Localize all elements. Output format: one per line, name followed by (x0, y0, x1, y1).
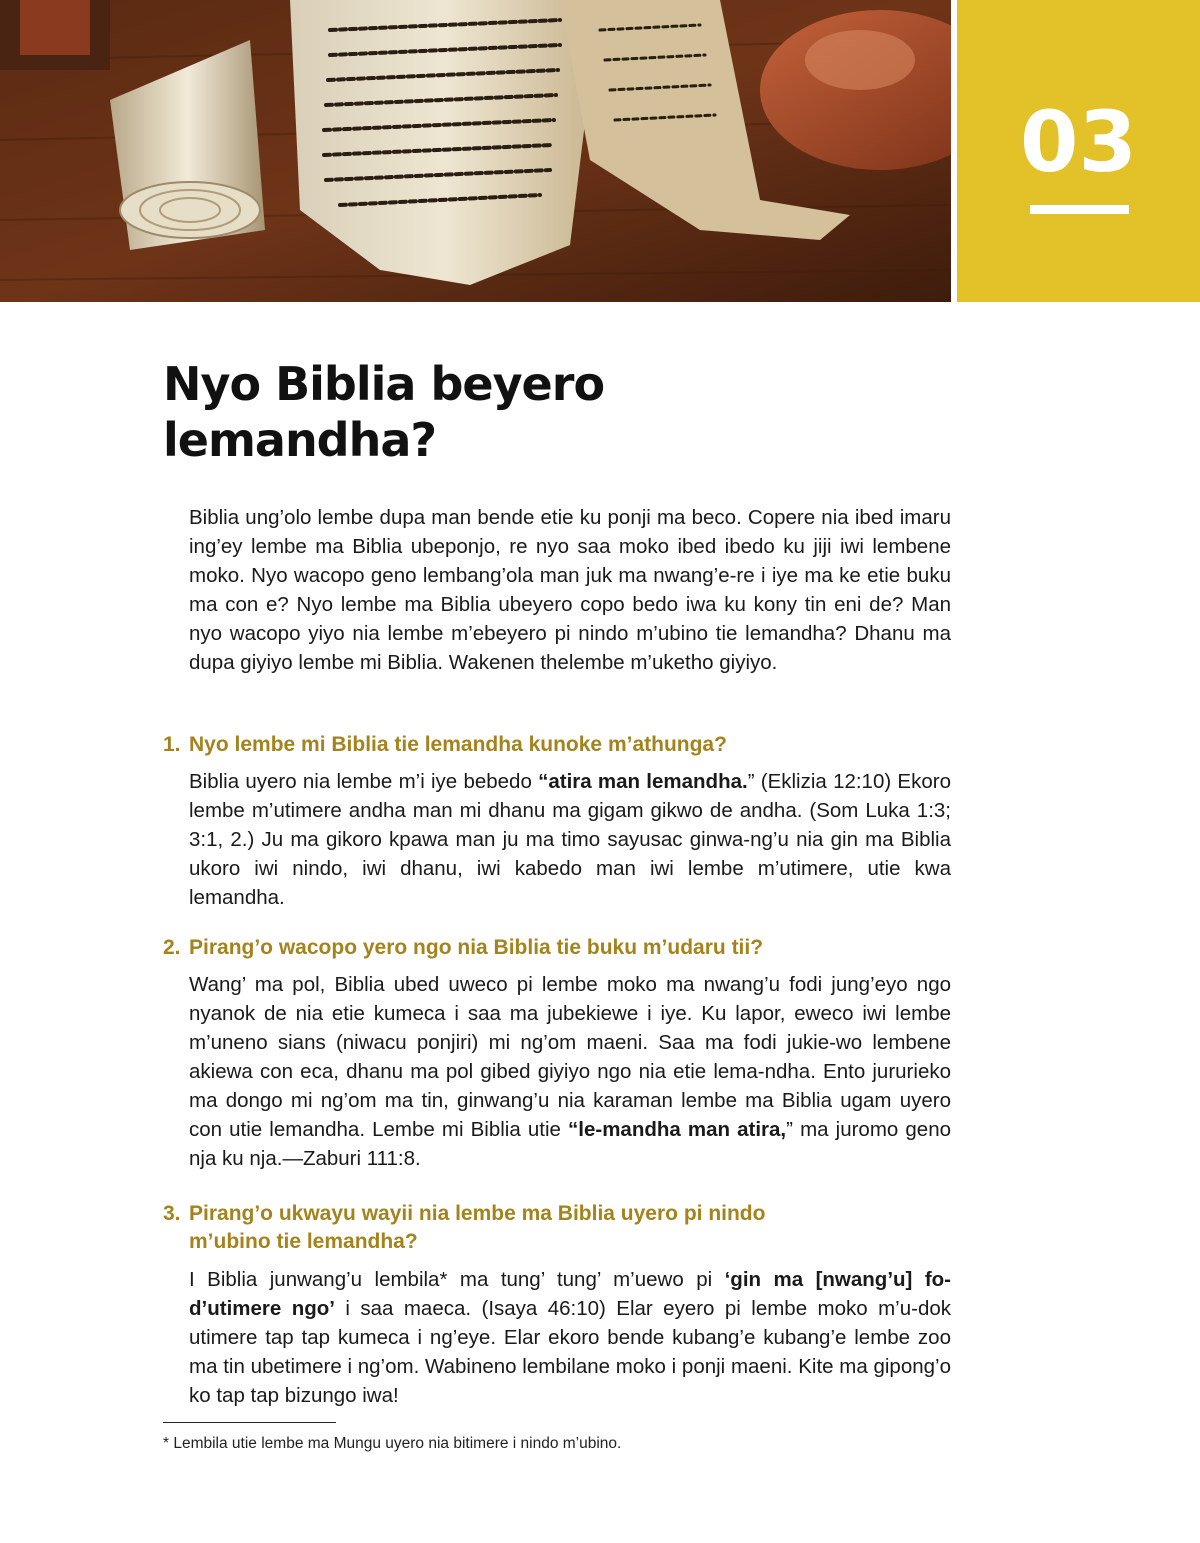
answer-2-text-a: Wang’ ma pol, Biblia ubed uweco pi lembe moko ma nwang’u fodi jung’eyo ngo nyanok de nia etie kumeca i saa ma jubekiewe i iye. Ku lapor, eweco iwi lembe m’uneno sians (niwacu ponjiri) mi ng’om maeni. Saa ma fodi jukie-wo lembene akiewa con eca, dhanu ma pol gibed giyiyo ngo nia etie lema-ndha. Ento jururieko ma dongo mi ng’om ma tin, ginwang’u nia karaman lembe ma Biblia ugam uyero con utie lemandha. Lembe mi Biblia utie (189, 973, 951, 1141)
answer-1-emphasis: “atira man lemandha. (538, 770, 748, 793)
question-1-text: Nyo lembe mi Biblia tie lemandha kunoke m’athunga? (189, 733, 727, 756)
question-2-text: Pirang’o wacopo yero ngo nia Biblia tie buku m’udaru tii? (189, 936, 764, 959)
page-title-line2: lemandha? (163, 413, 437, 467)
answer-2-emphasis: “le-mandha man atira, (568, 1118, 787, 1141)
chapter-badge (957, 0, 1200, 302)
answer-3-emphasis: ‘gin ma [nwang’u] fo-d’utimere ngo’ (189, 1268, 951, 1320)
answer-1-paragraph (189, 767, 951, 912)
answer-3-text-a: I Biblia junwang’u lembila* ma tung’ tung’ m’uewo pi (189, 1268, 725, 1291)
question-2-number: 2. (163, 936, 181, 959)
answer-2-text-b: ” ma juromo geno nja ku nja.—Zaburi 111:8. (189, 1118, 951, 1170)
question-1-number: 1. (163, 733, 181, 756)
chapter-number-underline (1030, 205, 1129, 214)
footnote-divider (163, 1422, 336, 1423)
question-3-text-line2: m’ubino tie lemandha? (189, 1230, 418, 1253)
answer-2-paragraph (189, 970, 951, 1173)
question-2 (163, 934, 963, 962)
question-3-number: 3. (163, 1202, 181, 1225)
chapter-number: 03 (1020, 93, 1137, 191)
question-3-text: Pirang’o ukwayu wayii nia lembe ma Biblia uyero pi nindo (189, 1202, 766, 1225)
answer-1-text-b: ” (Eklizia 12:10) Ekoro lembe m’utimere andha man mi dhanu ma gigam gikwo de andha. (Som Luka 1:3; 3:1, 2.) Ju ma gikoro kpawa man ju ma timo sayusac ginwa-ng’u nia gin ma Biblia ukoro iwi nindo, iwi dhanu, iwi kabedo man iwi lembe m’utimere, utie kwa lemandha. (189, 770, 951, 909)
footnote: * Lembila utie lembe ma Mungu uyero nia bitimere i nindo m’ubino. (163, 1435, 622, 1452)
page-title (163, 356, 883, 468)
page-title-line1: Nyo Biblia beyero (163, 357, 605, 411)
intro-paragraph: Biblia ung’olo lembe dupa man bende etie ku ponji ma beco. Copere nia ibed imaru ing’ey lembe ma Biblia ubeponjo, re nyo saa moko ibed ibedo ku jiji iwi lembene moko. Nyo wacopo geno lembang’ola man juk ma nwang’e-re i iye ma ke etie buku ma con e? Nyo lembe ma Biblia ubeyero copo bedo iwa ku kony tin eni de? Man nyo wacopo yiyo nia lembe m’ebeyero pi nindo m’ubino tie lemandha? Dhanu ma dupa giyiyo lembe mi Biblia. Wakenen thelembe m’uketho giyiyo. (189, 506, 951, 674)
answer-3-paragraph (189, 1265, 951, 1410)
answer-3-text-b: i saa maeca. (Isaya 46:10) Elar eyero pi lembe moko m’u-dok utimere tap tap kumeca i ng’eye. Elar ekoro bende kubang’e kubang’e lembe zoo ma tin ubetimere i ng’om. Wabineno lembilane moko i ponji maeni. Kite ma gipong’o ko tap tap bizungo iwa! (189, 1297, 951, 1407)
question-3 (163, 1200, 963, 1256)
answer-1-text-a: Biblia uyero nia lembe m’i iye bebedo (189, 770, 539, 793)
question-1 (163, 731, 963, 759)
hero-image (0, 0, 951, 302)
